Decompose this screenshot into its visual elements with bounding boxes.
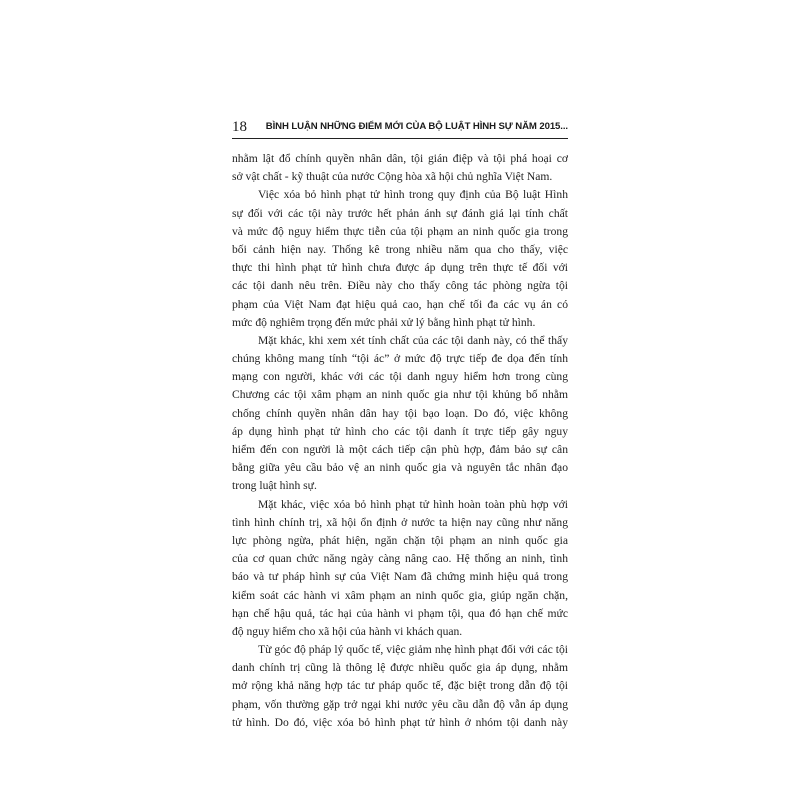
text-line: thực thi hình phạt tử hình chưa được áp dụng trên thực tế đối với xyxy=(232,261,568,275)
text-line: các tội danh nêu trên. Điều này cho thấy công tác phòng ngừa tội xyxy=(232,279,568,293)
text-line: nhằm lật đổ chính quyền nhân dân, tội gián điệp và tội phá hoại cơ xyxy=(232,152,568,165)
text-line: tình hình chính trị, xã hội ổn định ở nước ta hiện nay cũng như năng xyxy=(232,515,568,529)
text-line: danh chính trị cũng là thông lệ được nhiều quốc gia áp dụng, nhằm xyxy=(232,661,568,675)
paragraph xyxy=(232,150,568,186)
text-line: hạn chế hậu quả, tác hại của hành vi phạm tội, qua đó hạn chế mức xyxy=(232,606,568,620)
paragraph xyxy=(232,332,568,496)
text-line: độ nguy hiểm cho xã hội của hành vi khách quan. xyxy=(232,624,463,638)
text-line: phạm, vốn thường gặp trở ngại khi nước yêu cầu dẫn độ vẫn áp dụng xyxy=(232,697,568,711)
page-number: 18 xyxy=(232,119,247,135)
text-line: báo và tư pháp hình sự của Việt Nam đã chứng minh hiệu quả trong xyxy=(232,570,568,584)
text-line: mức độ nghiêm trọng đến mức phải xử lý bằng hình phạt tử hình. xyxy=(232,315,536,329)
paragraph xyxy=(232,186,568,332)
text-line: kiểm soát các hành vi xâm phạm an ninh quốc gia, giúp ngăn chặn, xyxy=(232,588,568,602)
text-line: tử hình. Do đó, việc xóa bỏ hình phạt tử hình ở nhóm tội danh này xyxy=(232,715,568,729)
text-line: phạm của Việt Nam đạt hiệu quả cao, hạn chế tối đa các vụ án có xyxy=(232,297,568,311)
header-rule xyxy=(232,138,568,139)
text-line: Mặt khác, khi xem xét tính chất của các tội danh này, có thể thấy xyxy=(258,333,568,347)
text-line: mở rộng khả năng hợp tác tư pháp quốc tế, đặc biệt trong dẫn độ tội xyxy=(232,679,568,693)
body-text xyxy=(232,150,568,732)
text-line: Chương các tội xâm phạm an ninh quốc gia như tội khủng bố nhằm xyxy=(232,388,568,402)
page-header xyxy=(232,117,568,137)
text-line: áp dụng hình phạt tử hình cho các tội danh ít trực tiếp gây nguy xyxy=(232,424,568,438)
text-line: mạng con người, khác với các tội danh nguy hiểm hơn trong cùng xyxy=(232,370,568,384)
text-line: bối cảnh hiện nay. Thống kê trong nhiều năm qua cho thấy, việc xyxy=(232,242,568,256)
text-line: và mức độ nguy hiểm thực tiễn của tội phạm an ninh quốc gia trong xyxy=(232,224,568,238)
text-line: của cơ quan chức năng ngày càng nâng cao. Hệ thống an ninh, tình xyxy=(232,552,568,566)
text-line: sự đối với các tội này trước hết phản ánh sự đánh giá lại tính chất xyxy=(232,206,568,220)
text-line: chúng không mang tính “tội ác” ở mức độ trực tiếp đe dọa đến tính xyxy=(232,352,568,366)
text-line: chống chính quyền nhân dân hay tội bạo loạn. Do đó, việc không xyxy=(232,406,568,420)
running-title: BÌNH LUẬN NHỮNG ĐIỂM MỚI CỦA BỘ LUẬT HÌNH SỰ NĂM 2015... xyxy=(265,121,568,132)
text-line: Từ góc độ pháp lý quốc tế, việc giảm nhẹ hình phạt đối với các tội xyxy=(258,643,568,657)
text-line: bằng giữa yêu cầu bảo vệ an ninh quốc gia và nguyên tắc nhân đạo xyxy=(232,461,568,475)
paragraph xyxy=(232,641,568,732)
text-line: sở vật chất - kỹ thuật của nước Cộng hòa xã hội chủ nghĩa Việt Nam. xyxy=(232,170,553,184)
paragraph xyxy=(232,496,568,642)
text-line: Việc xóa bỏ hình phạt tử hình trong quy định của Bộ luật Hình xyxy=(258,188,568,202)
text-line: hiểm đến con người là một cách tiếp cận phù hợp, đảm bảo sự cân xyxy=(232,443,568,456)
text-line: trong luật hình sự. xyxy=(232,479,317,493)
text-line: lực phòng ngừa, phát hiện, ngăn chặn tội phạm an ninh quốc gia xyxy=(232,533,568,547)
text-line: Mặt khác, việc xóa bỏ hình phạt tử hình hoàn toàn phù hợp với xyxy=(258,497,568,511)
